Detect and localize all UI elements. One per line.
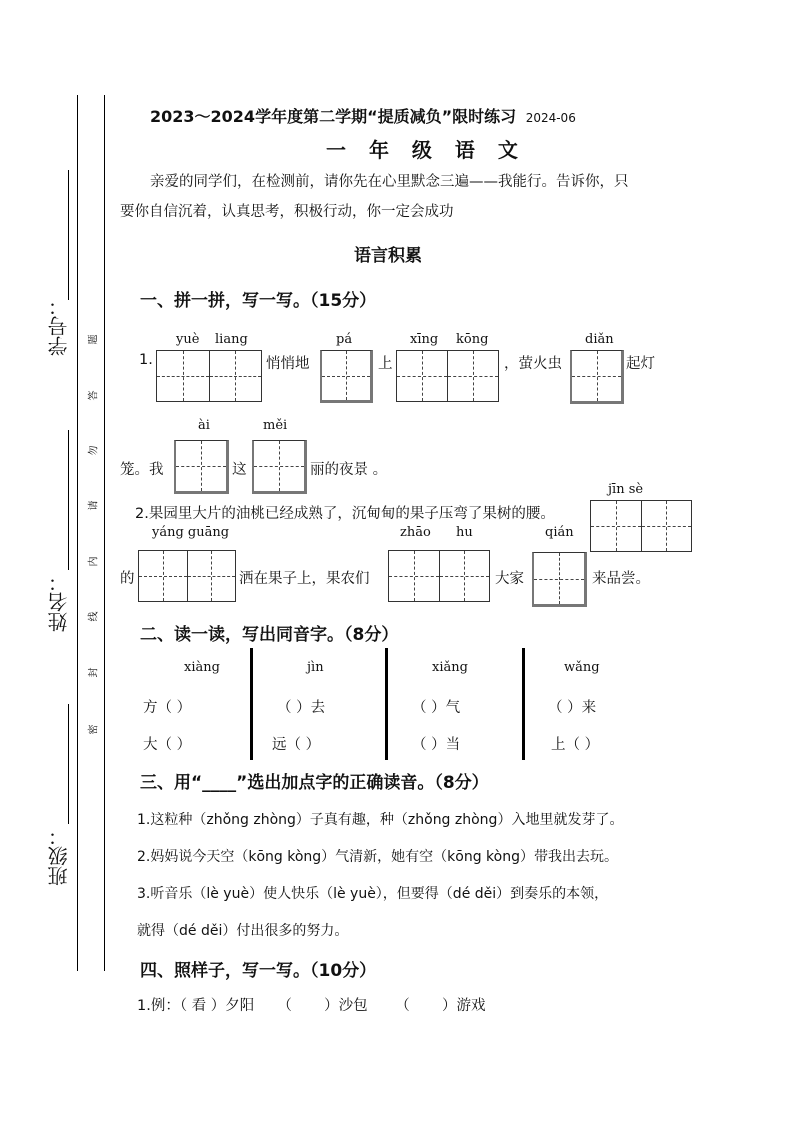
q2-blank[interactable]: 大（ ）: [143, 737, 192, 753]
seal-char: 勿: [88, 445, 100, 456]
binding-line-inner: [104, 95, 105, 971]
pinyin-kong: kōng: [456, 332, 489, 347]
seal-char: 答: [88, 390, 100, 401]
section-heading: 语言积累: [354, 246, 422, 266]
writing-grid-zhaohu[interactable]: [388, 550, 490, 602]
pinyin-dian: diǎn: [585, 332, 614, 347]
q2-pinyin: jìn: [307, 660, 324, 675]
pinyin-pa: pá: [336, 332, 353, 347]
q1-heading: 一、拼一拼，写一写。（15分）: [140, 291, 377, 311]
exam-subtitle: 一 年 级 语 文: [326, 138, 526, 162]
q2-divider: [522, 648, 525, 760]
writing-grid-yueliang[interactable]: [156, 350, 262, 402]
seal-char: 线: [88, 611, 100, 622]
writing-grid-xingkong[interactable]: [396, 350, 499, 402]
seal-char: 密: [88, 724, 100, 735]
pinyin-mei: měi: [263, 418, 288, 433]
q2-blank[interactable]: 远（ ）: [272, 737, 321, 753]
q2-blank[interactable]: （ ）来: [548, 700, 597, 716]
q2-blank[interactable]: 方（ ）: [143, 700, 192, 716]
seal-char: 题: [88, 334, 100, 345]
q1-item-2-text: 2.果园里大片的油桃已经成熟了，沉甸甸的果子压弯了果树的腰。: [135, 506, 555, 522]
q2-blank[interactable]: （ ）去: [277, 700, 326, 716]
text-yinghuochong: ，萤火虫: [504, 356, 562, 372]
q1-item-1-number: 1.: [139, 352, 153, 368]
text-dajia: 大家: [495, 571, 524, 587]
q2-blank[interactable]: 上（ ）: [551, 737, 600, 753]
binding-line-outer: [77, 95, 78, 971]
q3-line-4: 就得（dé děi）付出很多的努力。: [137, 923, 349, 939]
q2-divider: [385, 648, 388, 760]
intro-line-2: 要你自信沉着，认真思考，积极行动，你一定会成功: [120, 204, 454, 220]
writing-grid-mei[interactable]: [252, 440, 307, 494]
exam-title-text: 2023～2024学年度第二学期“提质减负”限时练习: [150, 107, 517, 126]
xuehao-blank: [68, 170, 69, 300]
pinyin-jinse: jīn sè: [608, 482, 644, 497]
q3-line-3: 3.听音乐（lè yuè）使人快乐（lè yuè），但要得（dé děi）到奏乐的本领，: [137, 886, 609, 902]
text-long-wo: 笼。我: [120, 462, 164, 478]
text-shang: 上: [378, 356, 393, 372]
writing-grid-pa[interactable]: [320, 350, 373, 403]
writing-grid-dian[interactable]: [570, 350, 624, 404]
q3-line-2: 2.妈妈说今天空（kōng kòng）气清新，她有空（kōng kòng）带我出去玩。: [137, 849, 618, 865]
text-sa: 洒在果子上，果农们: [239, 571, 370, 587]
xingming-label: 姓名：: [47, 572, 71, 632]
q4-heading: 四、照样子，写一写。（10分）: [140, 961, 377, 981]
text-qiaoqiao: 悄悄地: [266, 356, 310, 372]
q2-divider: [250, 648, 253, 760]
writing-grid-qian[interactable]: [532, 552, 587, 607]
writing-grid-yangguang[interactable]: [138, 550, 236, 602]
pinyin-hu: hu: [456, 525, 473, 540]
q2-blank[interactable]: （ ）气: [412, 700, 461, 716]
q2-pinyin: wǎng: [564, 660, 600, 675]
exam-date: 2024-06: [525, 111, 576, 125]
exam-title: [150, 104, 576, 127]
q3-line-1: 1.这粒种（zhǒng zhòng）子真有趣，种（zhǒng zhòng）入地里就发芽了。: [137, 812, 624, 828]
text-lai: 来品尝。: [592, 571, 650, 587]
pinyin-yangguang: yáng guāng: [152, 525, 230, 540]
intro-line-1: 亲爱的同学们，在检测前，请你先在心里默念三遍——我能行。告诉你，只: [150, 174, 629, 190]
writing-grid-jinse[interactable]: [590, 500, 692, 552]
xuehao-label: 学号：: [47, 296, 71, 356]
pinyin-qian: qián: [545, 525, 574, 540]
writing-grid-ai[interactable]: [174, 440, 229, 494]
pinyin-yue: yuè: [176, 332, 200, 347]
q4-line-1[interactable]: 1.例：（ 看 ）夕阳 （ ）沙包 （ ）游戏: [137, 998, 486, 1014]
seal-char: 请: [88, 500, 100, 511]
seal-char: 封: [88, 667, 100, 678]
pinyin-zhao: zhāo: [400, 525, 431, 540]
text-zhe: 这: [232, 462, 247, 478]
seal-char: 内: [88, 556, 100, 567]
pinyin-xing: xīng: [410, 332, 439, 347]
q2-pinyin: xiǎng: [432, 660, 468, 675]
text-de: 的: [120, 571, 135, 587]
text-yejing: 丽的夜景 。: [310, 462, 388, 478]
banji-label: 班级：: [47, 826, 71, 886]
xingming-blank: [68, 430, 69, 570]
q2-heading: 二、读一读，写出同音字。（8分）: [140, 625, 399, 645]
text-qideng: 起灯: [626, 356, 655, 372]
q2-blank[interactable]: （ ）当: [412, 737, 461, 753]
q2-pinyin: xiàng: [184, 660, 220, 675]
q3-heading: 三、用“____”选出加点字的正确读音。（8分）: [140, 773, 489, 793]
pinyin-liang: liang: [215, 332, 248, 347]
banji-blank: [68, 704, 69, 824]
pinyin-ai: ài: [198, 418, 210, 433]
